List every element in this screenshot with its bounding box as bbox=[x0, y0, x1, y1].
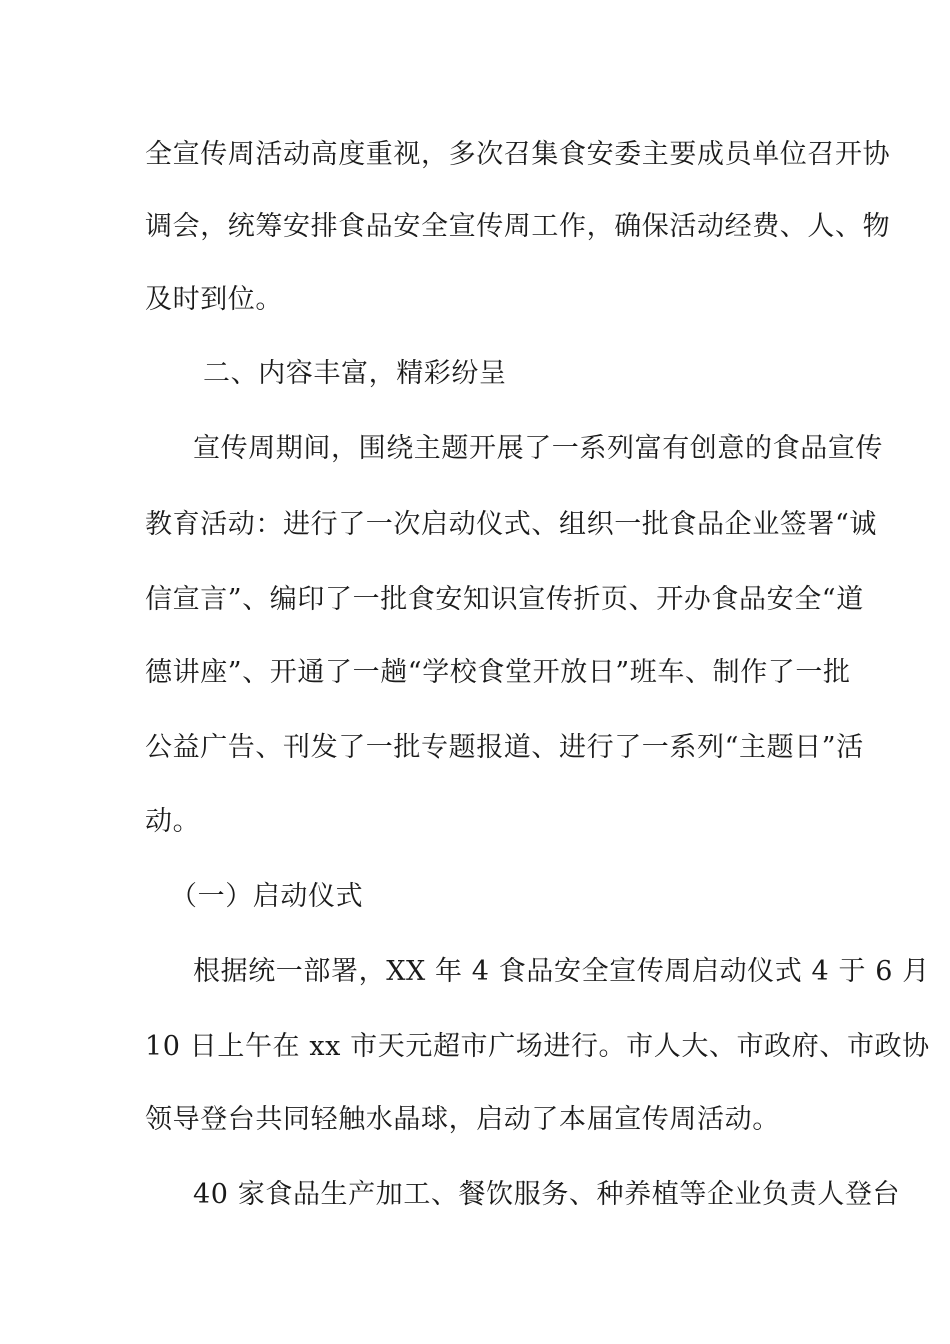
paragraph-line: 全宣传周活动高度重视，多次召集食安委主要成员单位召开协 bbox=[145, 139, 891, 170]
paragraph-line: 教育活动：进行了一次启动仪式、组织一批食品企业签署“诚 bbox=[145, 509, 878, 540]
paragraph-line: 40 家食品生产加工、餐饮服务、种养植等企业负责人登台 bbox=[193, 1179, 901, 1210]
paragraph-line: 10 日上午在 xx 市天元超市广场进行。市人大、市政府、市政协 bbox=[145, 1031, 930, 1062]
paragraph-line: 动。 bbox=[145, 806, 201, 837]
subsection-heading: （一）启动仪式 bbox=[170, 881, 364, 912]
paragraph-line: 公益广告、刊发了一批专题报道、进行了一系列“主题日”活 bbox=[145, 732, 864, 763]
paragraph-line: 根据统一部署，XX 年 4 食品安全宣传周启动仪式 4 于 6 月 bbox=[193, 956, 930, 987]
paragraph-line: 领导登台共同轻触水晶球，启动了本届宣传周活动。 bbox=[145, 1104, 780, 1135]
paragraph-line: 德讲座”、开通了一趟“学校食堂开放日”班车、制作了一批 bbox=[145, 657, 851, 688]
section-heading: 二、内容丰富，精彩纷呈 bbox=[203, 358, 507, 389]
paragraph-line: 信宣言”、编印了一批食安知识宣传折页、开办食品安全“道 bbox=[145, 584, 864, 615]
paragraph-line: 调会，统筹安排食品安全宣传周工作，确保活动经费、人、物 bbox=[145, 211, 891, 242]
paragraph-line: 及时到位。 bbox=[145, 284, 283, 315]
paragraph-line: 宣传周期间，围绕主题开展了一系列富有创意的食品宣传 bbox=[193, 433, 883, 464]
